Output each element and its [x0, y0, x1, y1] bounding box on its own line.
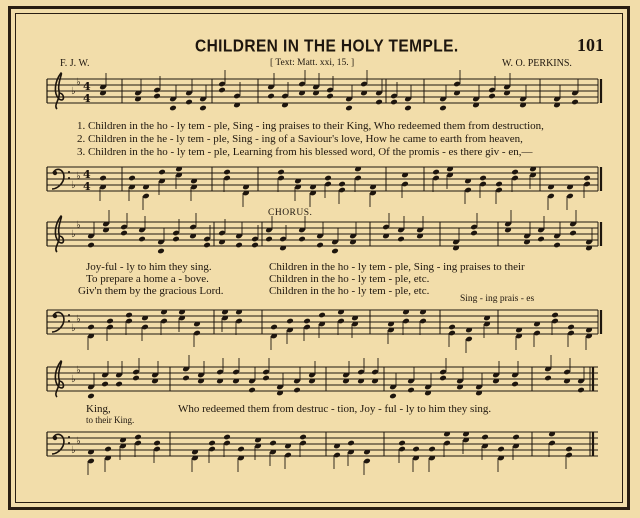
note-head [203, 242, 211, 249]
note-head [182, 375, 190, 382]
note-head [569, 230, 577, 237]
note-head [318, 312, 326, 319]
note-head [495, 181, 503, 188]
note-head [132, 375, 140, 382]
note-head [106, 318, 114, 325]
final-lyric-b: Who redeemed them from destruc - tion, Joy - ful - ly to him they sing. [178, 403, 492, 415]
verse-line-2: 2. Children in the he - ly tem - ple, Sing - ing of a Saviour's love, How he came to earth from heaven, [77, 133, 523, 145]
note-head [497, 446, 505, 453]
note-head [338, 181, 346, 188]
time-signature: 4 [83, 180, 91, 193]
note-head [153, 93, 161, 100]
composer-credit: W. O. PERKINS. [502, 58, 572, 69]
note-head [248, 387, 256, 394]
note-head [551, 312, 559, 319]
note-head [428, 446, 436, 453]
note-head [583, 175, 591, 182]
note-head [544, 375, 552, 382]
note-head [199, 105, 207, 112]
note-head [269, 440, 277, 447]
note-head [316, 242, 324, 249]
note-head [293, 387, 301, 394]
note-head [511, 381, 519, 388]
note-head [412, 446, 420, 453]
flat-sign: ♭ [76, 77, 81, 88]
scripture-reference: [ Text: Matt. xxi, 15. ] [270, 58, 355, 68]
time-signature: 4 [83, 168, 91, 181]
flat-sign: ♭ [71, 323, 76, 334]
note-head [223, 434, 231, 441]
lyricist-credit: F. J. W. [60, 58, 90, 69]
note-head [512, 434, 520, 441]
note-head [326, 93, 334, 100]
note-head [153, 440, 161, 447]
note-head [488, 93, 496, 100]
flat-sign: ♭ [71, 180, 76, 191]
note-head [470, 230, 478, 237]
chorus-lyric-3b: Children in the ho - ly tem - ple, etc. [269, 285, 430, 297]
note-head [237, 446, 245, 453]
flat-sign: ♭ [71, 374, 76, 385]
note-head [390, 99, 398, 106]
bass-clef-dot [68, 320, 70, 322]
note-head [439, 375, 447, 382]
note-head [134, 434, 142, 441]
note-head [565, 446, 573, 453]
flat-sign: ♭ [76, 171, 81, 182]
note-head [553, 242, 561, 249]
note-head [208, 440, 216, 447]
note-head [286, 318, 294, 325]
note-head [235, 242, 243, 249]
note-head [87, 242, 95, 249]
hymn-title: CHILDREN IN THE HOLY TEMPLE. [195, 37, 459, 57]
page-number: 101 [577, 35, 604, 55]
note-head [104, 446, 112, 453]
note-head [439, 105, 447, 112]
chorus-lyric-2b: Children in the ho - ly tem - ple, etc. [269, 273, 430, 285]
note-head [270, 324, 278, 331]
note-head [432, 169, 440, 176]
flat-sign: ♭ [76, 365, 81, 376]
final-lyric-a: King, [86, 403, 111, 415]
time-signature: 4 [83, 80, 91, 93]
chorus-lyric-3a: Giv'n them by the gracious Lord. [78, 285, 224, 297]
flat-sign: ♭ [71, 445, 76, 456]
note-head [571, 99, 579, 106]
note-head [375, 99, 383, 106]
bass-clef-dot [68, 436, 70, 438]
note-head [120, 230, 128, 237]
note-head [128, 175, 136, 182]
note-head [223, 169, 231, 176]
note-head [567, 324, 575, 331]
note-head [267, 93, 275, 100]
note-head [138, 236, 146, 243]
chorus-label: CHORUS. [268, 208, 313, 218]
note-head [347, 440, 355, 447]
flat-sign: ♭ [71, 86, 76, 97]
note-head [172, 236, 180, 243]
bass-cue-lyric: Sing - ing prais - es [460, 294, 535, 304]
chorus-lyric-1a: Joy-ful - ly to him they sing. [86, 261, 212, 273]
note-head [303, 318, 311, 325]
note-head [99, 175, 107, 182]
note-head [157, 248, 165, 255]
note-head [398, 440, 406, 447]
note-head [448, 324, 456, 331]
note-head [158, 169, 166, 176]
flat-sign: ♭ [76, 220, 81, 231]
note-head [404, 105, 412, 112]
note-head [511, 169, 519, 176]
note-head [481, 434, 489, 441]
note-head [185, 99, 193, 106]
bass-clef-dot [68, 171, 70, 173]
note-head [345, 105, 353, 112]
chorus-lyric-1b: Children in the ho - ly tem - ple, Sing - ing praises to their [269, 261, 525, 273]
note-head [262, 375, 270, 382]
note-head [397, 236, 405, 243]
verse-line-3: 3. Children in the ho - ly tem - ple, Learning from his blessed word, Of the promis - es there giv - en,— [77, 146, 533, 158]
note-head [277, 169, 285, 176]
note-head [537, 236, 545, 243]
time-signature: 4 [83, 92, 91, 105]
note-head [577, 387, 585, 394]
note-head [87, 393, 95, 400]
note-head [265, 236, 273, 243]
bass-clef-dot [68, 314, 70, 316]
flat-sign: ♭ [76, 436, 81, 447]
note-head [324, 175, 332, 182]
note-head [298, 236, 306, 243]
note-head [479, 175, 487, 182]
note-head [125, 312, 133, 319]
bass-clef-dot [68, 177, 70, 179]
note-head [169, 105, 177, 112]
bass-clef-dot [68, 442, 70, 444]
note-head [389, 393, 397, 400]
note-head [331, 248, 339, 255]
bass-cue-lyric-2: to their King. [86, 415, 135, 425]
note-head [299, 434, 307, 441]
note-head [407, 387, 415, 394]
note-head [87, 324, 95, 331]
note-head [218, 87, 226, 94]
flat-sign: ♭ [71, 229, 76, 240]
flat-sign: ♭ [76, 314, 81, 325]
chorus-lyric-2a: To prepare a home a - bove. [86, 273, 209, 285]
note-head [251, 242, 259, 249]
note-head [101, 381, 109, 388]
verse-line-1: 1. Children in the ho - ly tem - ple, Sing - ing praises to their King, Who redeemed them from destruction, [77, 120, 544, 132]
note-head [115, 381, 123, 388]
